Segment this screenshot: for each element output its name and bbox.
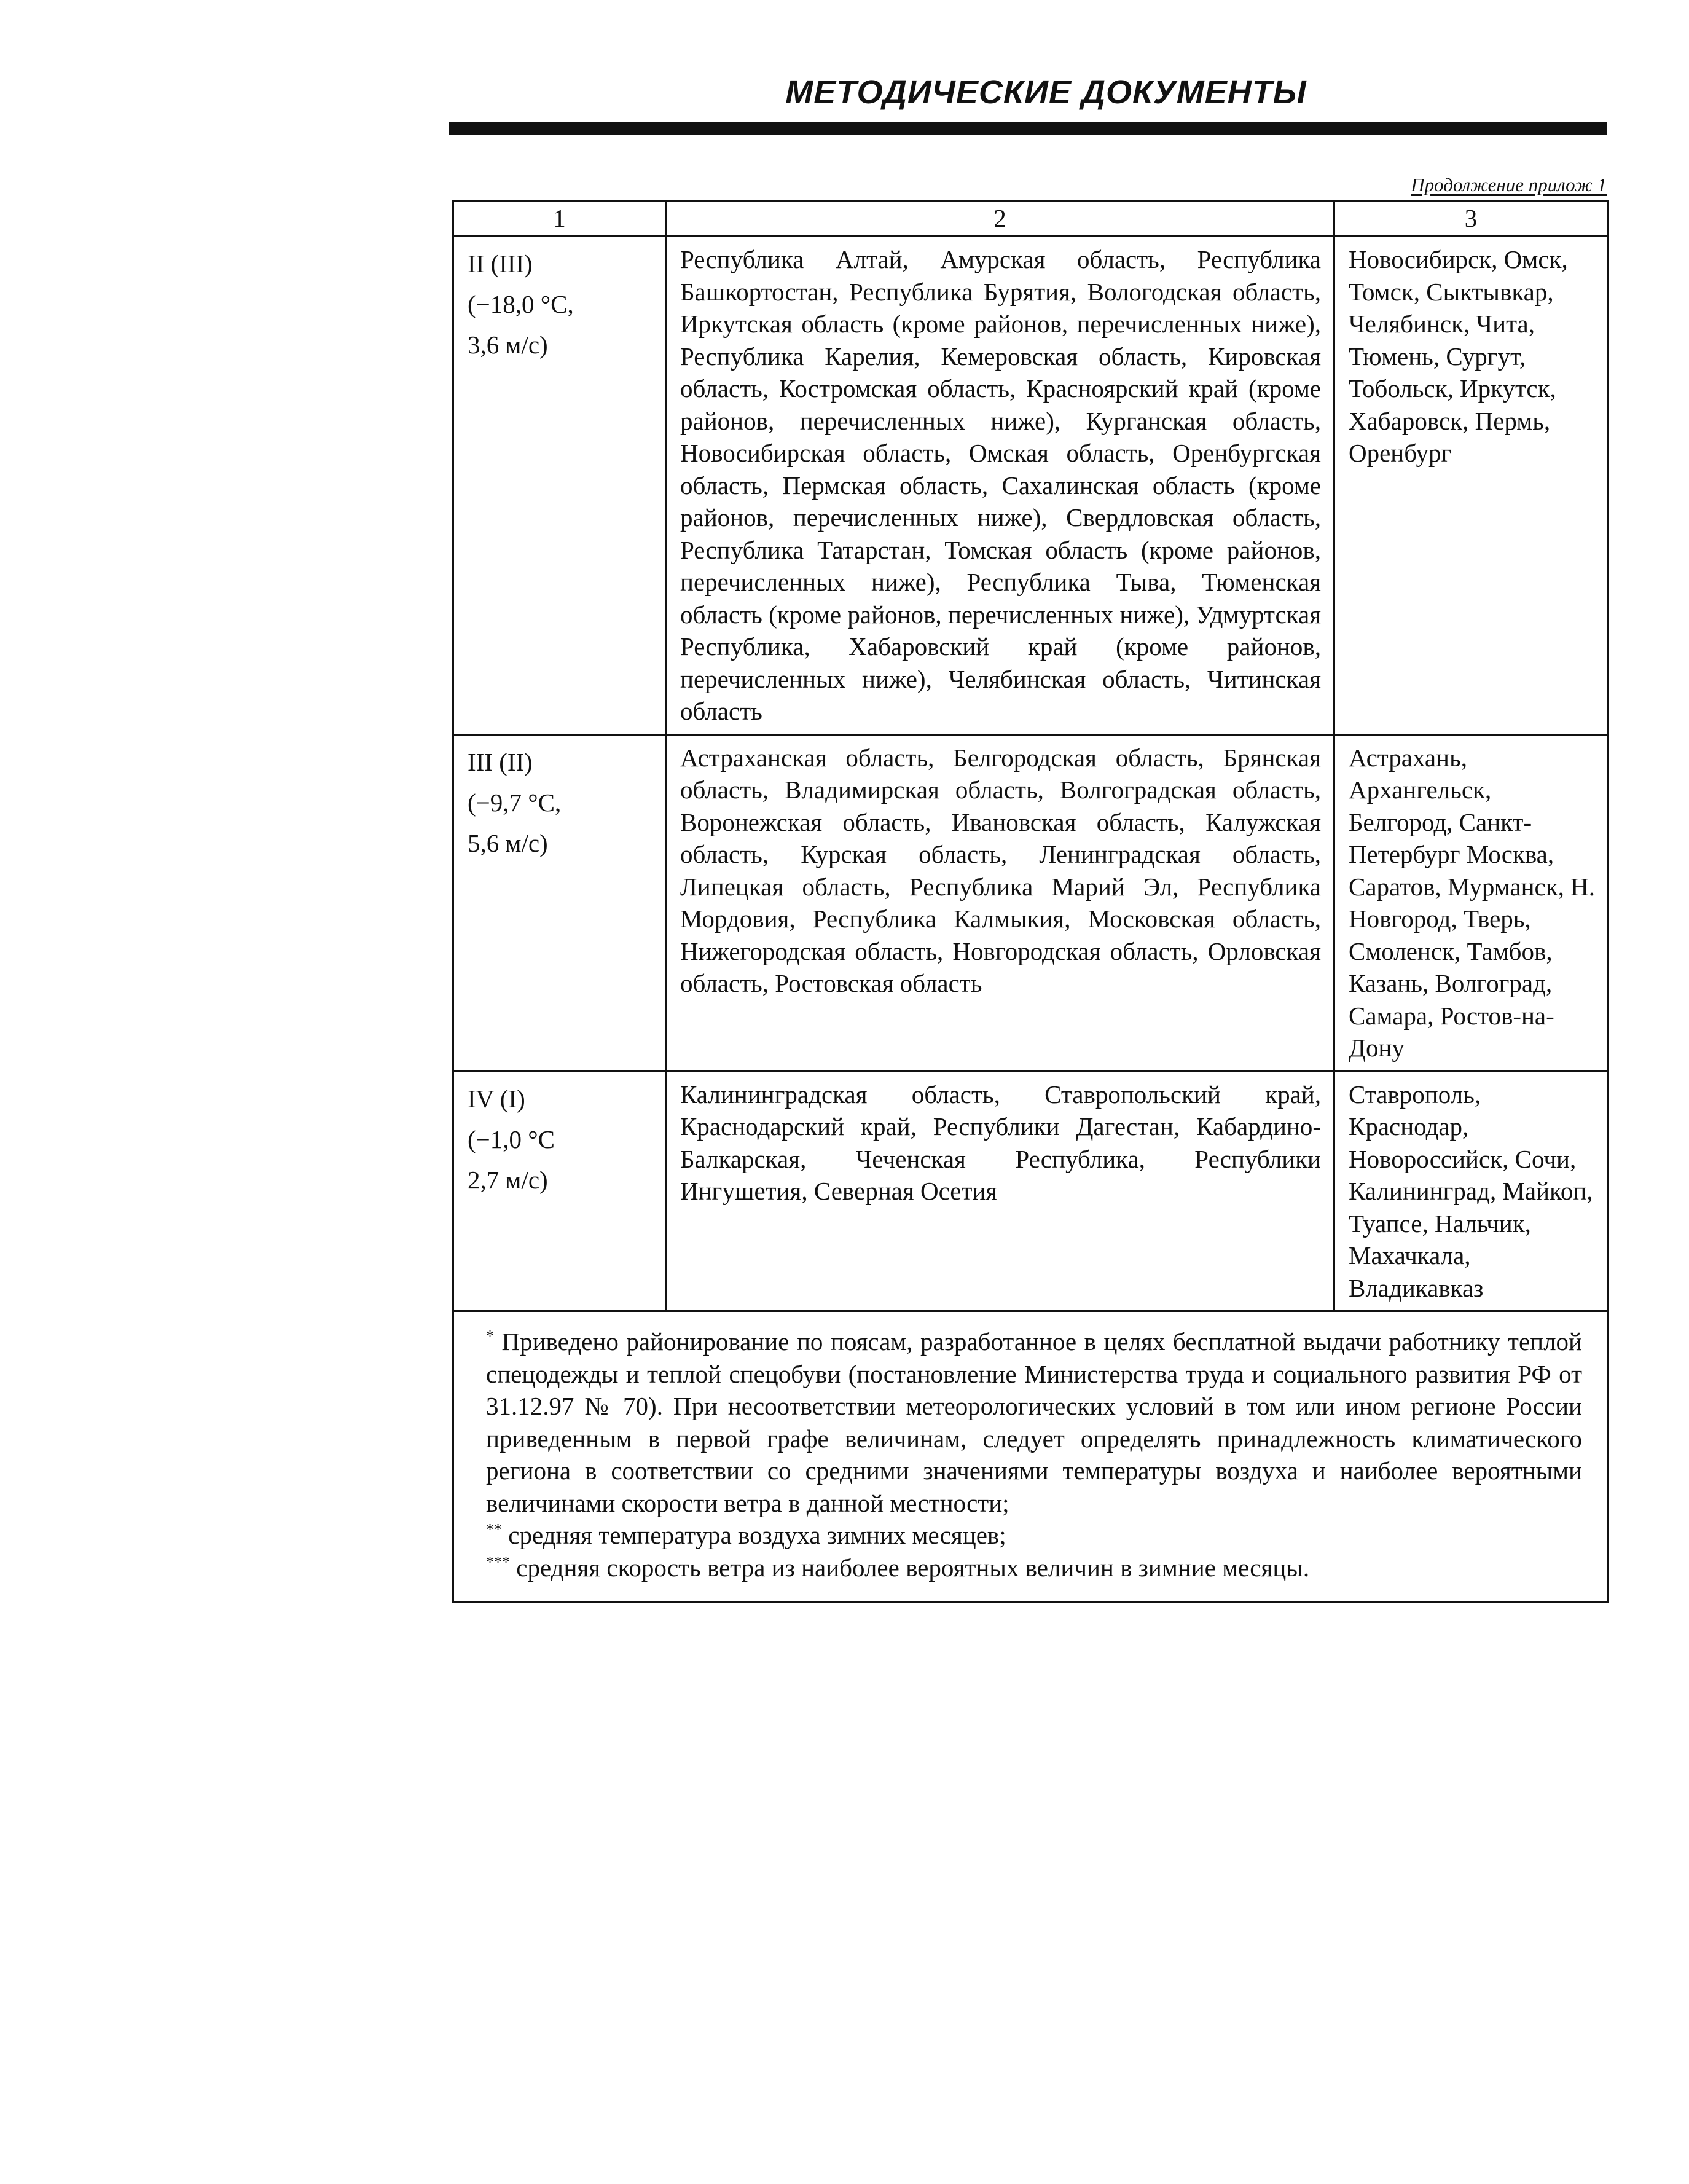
- regions-cell: Астраханская область, Белгородская область, Брянская область, Владимирская область, Волгоградская область, Воронежская область, Ивановская область, Калужская область, Курская область, Ленинградская область, Липецкая область, Республика Марий Эл, Республика Мордовия, Республика Калмыкия, Московская область, Нижегородская область, Новгородская область, Орловская область, Ростовская область: [666, 734, 1334, 1071]
- cities-cell: Новосибирск, Омск, Томск, Сыктывкар, Челябинск, Чита, Тюмень, Сургут, Тобольск, Иркутск, Хабаровск, Пермь, Оренбург: [1334, 237, 1608, 735]
- table-row: [453, 734, 1608, 1071]
- regions-cell: Калининградская область, Ставропольский край, Краснодарский край, Республики Дагестан, Кабардино-Балкарская, Чеченская Республика, Республики Ингушетия, Северная Осетия: [666, 1071, 1334, 1311]
- footnote-2: [486, 1519, 1582, 1552]
- cities-cell: Астрахань, Архангельск, Белгород, Санкт-Петербург Москва, Саратов, Мурманск, Н. Новгород, Тверь, Смоленск, Тамбов, Казань, Волгоград, Самара, Ростов-на-Дону: [1334, 734, 1608, 1071]
- zone-label: II (III): [468, 249, 533, 278]
- climate-zones-table: [452, 200, 1609, 1603]
- footnote-2-text: средняя температура воздуха зимних месяцев;: [508, 1521, 1006, 1549]
- zone-temperature: (−18,0 °С,: [468, 290, 574, 318]
- column-number-2: 2: [666, 202, 1334, 237]
- zone-cell: [453, 1071, 666, 1311]
- footnote-3: [486, 1552, 1582, 1584]
- column-number-1: 1: [453, 202, 666, 237]
- footnote-1-text: Приведено районирование по поясам, разработанное в целях бесплатной выдачи работнику теплой спецодежды и теплой спецобуви (постановление Министерства труда и социального развития РФ от 31.12.97 № 70). При несоответствии метеорологических условий в том или ином регионе России приведенным в первой графе величинам, следует определять принадлежность климатического региона в соответствии со средними значениями температуры воздуха и наиболее вероятными величинами скорости ветра в данной местности;: [486, 1327, 1582, 1517]
- zone-wind-speed: 3,6 м/с): [468, 331, 548, 359]
- header-rule: [449, 122, 1607, 135]
- footnotes-cell: [453, 1311, 1608, 1602]
- zone-wind-speed: 2,7 м/с): [468, 1165, 548, 1194]
- zone-wind-speed: 5,6 м/с): [468, 828, 548, 857]
- page-header: [449, 66, 1607, 135]
- zone-cell: [453, 237, 666, 735]
- column-number-3: 3: [1334, 202, 1608, 237]
- footnote-mark-2: **: [486, 1520, 502, 1539]
- footnote-3-text: средняя скорость ветра из наиболее вероятных величин в зимние месяцы.: [516, 1553, 1310, 1582]
- table-row: [453, 237, 1608, 735]
- footnote-mark-3: ***: [486, 1552, 510, 1571]
- zone-cell: [453, 734, 666, 1071]
- zone-temperature: (−9,7 °С,: [468, 788, 562, 817]
- footnote-mark-1: *: [486, 1327, 494, 1345]
- cities-cell: Ставрополь, Краснодар, Новороссийск, Сочи, Калининград, Майкоп, Туапсе, Нальчик, Махачкала, Владикавказ: [1334, 1071, 1608, 1311]
- column-numbers-row: [453, 202, 1608, 237]
- footnote-1: [486, 1326, 1582, 1519]
- zone-label: IV (I): [468, 1084, 525, 1113]
- zone-label: III (II): [468, 747, 533, 776]
- continuation-label: Продолжение прилож 1: [1411, 174, 1607, 195]
- zone-temperature: (−1,0 °С: [468, 1125, 555, 1153]
- footnotes-row: [453, 1311, 1608, 1602]
- table-row: [453, 1071, 1608, 1311]
- regions-cell: Республика Алтай, Амурская область, Республика Башкортостан, Республика Бурятия, Вологодская область, Иркутская область (кроме районов, перечисленных ниже), Республика Карелия, Кемеровская область, Кировская область, Костромская область, Красноярский край (кроме районов, перечисленных ниже), Курганская область, Новосибирская область, Омская область, Оренбургская область, Пермская область, Сахалинская область (кроме районов, перечисленных ниже), Свердловская область, Республика Татарстан, Томская область (кроме районов, перечисленных ниже), Республика Тыва, Тюменская область (кроме районов, перечисленных ниже), Удмуртская Республика, Хабаровский край (кроме районов, перечисленных ниже), Челябинская область, Читинская область: [666, 237, 1334, 735]
- page-title: МЕТОДИЧЕСКИЕ ДОКУМЕНТЫ: [785, 74, 1307, 111]
